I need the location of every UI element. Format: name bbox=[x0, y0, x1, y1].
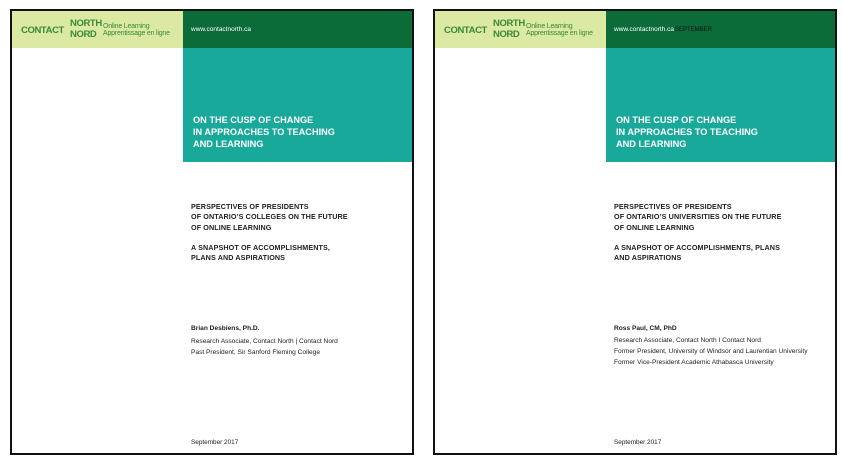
title-line: IN APPROACHES TO TEACHING bbox=[193, 127, 335, 137]
contact-north-logo bbox=[21, 19, 170, 41]
website-url: www.contactnorth.ca bbox=[614, 26, 674, 33]
title-line: AND LEARNING bbox=[193, 139, 264, 149]
author-affiliation: Former Vice-President Academic Athabasca University bbox=[614, 359, 774, 366]
title-line: ON THE CUSP OF CHANGE bbox=[616, 115, 737, 125]
publication-date: September 2017 bbox=[614, 439, 662, 446]
subtitle-line: PERSPECTIVES OF PRESIDENTS bbox=[191, 202, 309, 211]
title-block bbox=[606, 48, 835, 162]
subtitle-line: A SNAPSHOT OF ACCOMPLISHMENTS, bbox=[191, 242, 331, 252]
author-block bbox=[191, 323, 396, 358]
logo-contact-text: CONTACT bbox=[444, 25, 487, 36]
report-cover-colleges bbox=[10, 9, 414, 455]
author-affiliation: Research Associate, Contact North I Contact Nord bbox=[614, 337, 761, 344]
publication-date: September 2017 bbox=[191, 439, 239, 446]
report-subtitle bbox=[614, 202, 819, 263]
subtitle-line: PLANS AND ASPIRATIONS bbox=[191, 253, 286, 263]
title-line: IN APPROACHES TO TEACHING bbox=[616, 127, 758, 137]
author-block bbox=[614, 323, 819, 369]
report-cover-universities bbox=[433, 9, 837, 455]
logo-contact-text: CONTACT bbox=[21, 25, 64, 36]
url-bar bbox=[606, 11, 835, 48]
contact-north-logo bbox=[444, 19, 593, 41]
logo-north-text: NORTH bbox=[70, 18, 102, 29]
report-title bbox=[616, 114, 816, 150]
title-block bbox=[183, 48, 412, 162]
subtitle-line: OF ONLINE LEARNING bbox=[191, 222, 272, 232]
logo-sub-english: Online Learning bbox=[526, 22, 573, 30]
title-line: ON THE CUSP OF CHANGE bbox=[193, 115, 314, 125]
report-subtitle bbox=[191, 202, 396, 263]
logo-north-text: NORTH bbox=[493, 18, 525, 29]
subtitle-line: OF ONLINE LEARNING bbox=[614, 222, 695, 232]
logo-sub-french: Apprentissage en ligne bbox=[526, 30, 593, 37]
logo-area bbox=[12, 11, 183, 48]
logo-nord-text: NORD bbox=[70, 29, 97, 40]
subtitle-line: OF ONTARIO’S UNIVERSITIES ON THE FUTURE bbox=[614, 212, 782, 222]
subtitle-line: A SNAPSHOT OF ACCOMPLISHMENTS, PLANS bbox=[614, 242, 780, 252]
logo-sub-french: Apprentissage en ligne bbox=[103, 30, 170, 37]
author-name: Brian Desbiens, Ph.D. bbox=[191, 325, 260, 332]
author-affiliation: Past President, Sir Sanford Fleming College bbox=[191, 349, 321, 356]
logo-nord-text: NORD bbox=[493, 29, 520, 40]
subtitle-line: OF ONTARIO’S COLLEGES ON THE FUTURE bbox=[191, 212, 348, 222]
logo-area bbox=[435, 11, 606, 48]
subtitle-line: PERSPECTIVES OF PRESIDENTS bbox=[614, 202, 732, 211]
title-line: AND LEARNING bbox=[616, 139, 687, 149]
url-extra-text: SEPTEMBER bbox=[674, 26, 712, 33]
url-bar bbox=[183, 11, 412, 48]
report-title bbox=[193, 114, 393, 150]
subtitle-line: AND ASPIRATIONS bbox=[614, 253, 682, 263]
author-affiliation: Research Associate, Contact North | Contact Nord bbox=[191, 338, 338, 345]
author-name: Ross Paul, CM, PhD bbox=[614, 325, 677, 332]
website-url: www.contactnorth.ca bbox=[191, 26, 251, 33]
logo-sub-english: Online Learning bbox=[103, 22, 150, 30]
author-affiliation: Former President, University of Windsor and Laurentian University bbox=[614, 348, 808, 355]
